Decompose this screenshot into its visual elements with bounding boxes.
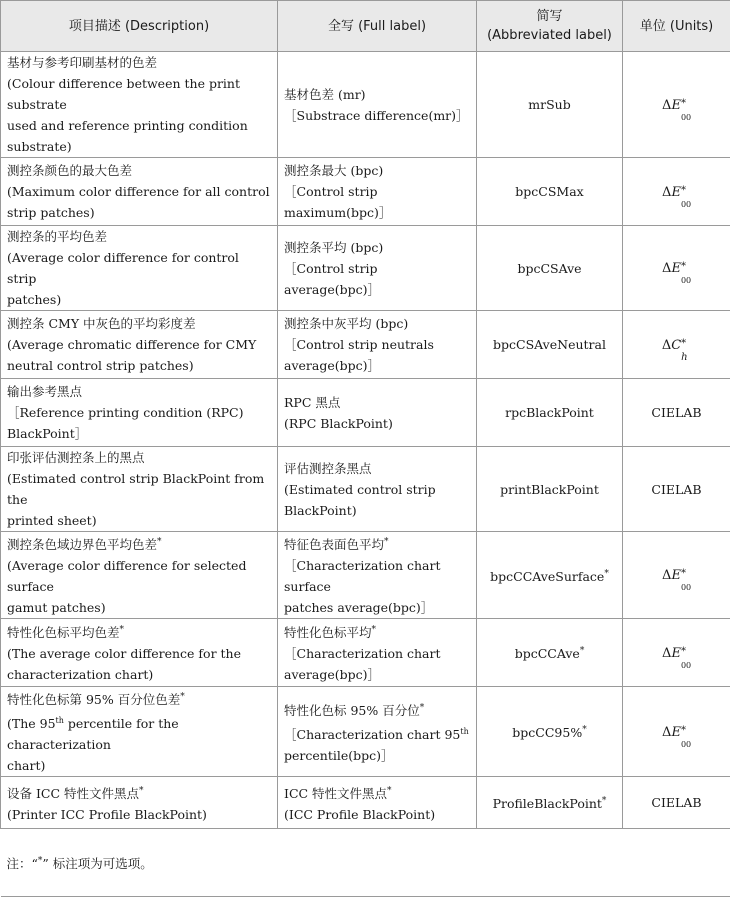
abbr-label: bpcCC95% [512, 725, 582, 740]
unit-symbol [662, 261, 691, 276]
abbr-label-cell [477, 311, 623, 379]
description-cell [1, 687, 278, 777]
description-cn: 特性化色标第 95% 百分位色差 [7, 692, 180, 707]
table-row [1, 52, 730, 158]
full-label-cell [278, 158, 477, 226]
unit-main: E [671, 185, 681, 200]
unit-sup: * [681, 93, 686, 114]
full-label-cn: 特性化色标平均 [284, 625, 372, 640]
unit-cell [623, 687, 730, 777]
full-label-en: average(bpc)］ [284, 667, 380, 682]
description-en: (Colour difference between the print substrate [7, 76, 240, 112]
description-cn: 设备 ICC 特性文件黑点 [7, 786, 139, 801]
description-en: printed sheet) [7, 513, 97, 528]
description-cell [1, 777, 278, 829]
ordinal-suffix: th [56, 716, 64, 725]
unit-symbol [662, 646, 691, 661]
optional-asterisk: * [180, 692, 185, 702]
table-row [1, 532, 730, 619]
full-label-cn: 特性化色标 95% 百分位 [284, 703, 420, 718]
description-cell [1, 226, 278, 311]
description-cn: 测控条的平均色差 [7, 229, 107, 244]
full-label-en: average(bpc)］ [284, 358, 380, 373]
abbr-label: mrSub [528, 97, 570, 112]
description-en: substrate) [7, 139, 72, 154]
abbr-label: rpcBlackPoint [505, 405, 594, 420]
header-abbreviated-label [477, 1, 623, 52]
note-row [1, 829, 730, 897]
abbr-label-cell [477, 158, 623, 226]
full-label-en: ［Control strip neutrals [284, 337, 434, 352]
unit-prefix: Δ [662, 725, 671, 740]
optional-asterisk: * [580, 646, 585, 656]
full-label-cn: 测控条中灰平均 (bpc) [284, 316, 408, 331]
abbr-label: bpcCCAve [515, 646, 580, 661]
unit-sub: 00 [681, 270, 691, 291]
abbr-label: printBlackPoint [500, 482, 599, 497]
description-cn: 输出参考黑点 [7, 384, 82, 399]
abbr-label-cell [477, 379, 623, 447]
abbr-label: bpcCSMax [515, 184, 583, 199]
unit-sub: 00 [681, 577, 691, 598]
optional-asterisk: * [604, 569, 609, 579]
optional-asterisk: * [602, 796, 607, 806]
optional-asterisk: * [372, 625, 377, 635]
abbr-label: bpcCCAveSurface [490, 569, 604, 584]
description-cell [1, 379, 278, 447]
description-cn: 印张评估测控条上的黑点 [7, 450, 145, 465]
header-description: 项目描述 (Description) [1, 1, 278, 52]
full-label-en: percentile(bpc)］ [284, 748, 394, 763]
optional-asterisk: * [387, 786, 392, 796]
header-full-label: 全写 (Full label) [278, 1, 477, 52]
full-label-cell [278, 379, 477, 447]
description-en: (Printer ICC Profile BlackPoint) [7, 807, 207, 822]
unit-symbol [662, 185, 691, 200]
header-row [1, 1, 730, 52]
table-row [1, 687, 730, 777]
unit-cell [623, 619, 730, 687]
description-en: strip patches) [7, 205, 95, 220]
full-label-en: (RPC BlackPoint) [284, 416, 393, 431]
unit-sup: * [681, 563, 686, 584]
optional-asterisk: * [120, 625, 125, 635]
unit-cell [623, 226, 730, 311]
optional-asterisk: * [139, 786, 144, 796]
note-cell [1, 829, 730, 897]
full-label-cell [278, 777, 477, 829]
full-label-en: (Estimated control strip [284, 482, 436, 497]
table-row [1, 447, 730, 532]
unit-sup: * [681, 180, 686, 201]
unit-symbol [662, 98, 691, 113]
abbr-label-cell [477, 52, 623, 158]
description-en: (The 95 [7, 716, 56, 731]
unit-prefix: Δ [662, 646, 671, 661]
full-label-cn: 特征色表面色平均 [284, 537, 384, 552]
unit-main: C [671, 338, 681, 353]
unit-main: E [671, 98, 681, 113]
unit-symbol [662, 338, 691, 353]
full-label-cell [278, 311, 477, 379]
unit-cell [623, 311, 730, 379]
full-label-en: patches average(bpc)］ [284, 600, 433, 615]
description-cell [1, 447, 278, 532]
description-en: (Maximum color difference for all control [7, 184, 270, 199]
description-en: used and reference printing condition [7, 118, 248, 133]
description-en: percentile for the characterization [7, 716, 179, 752]
full-label-en: ［Characterization chart surface [284, 558, 441, 594]
table-row [1, 379, 730, 447]
abbr-label: ProfileBlackPoint [493, 796, 602, 811]
note-asterisk: * [38, 856, 43, 866]
full-label-en: ［Characterization chart 95 [284, 727, 460, 742]
description-en: BlackPoint］ [7, 426, 87, 441]
unit-symbol [662, 725, 691, 740]
unit-main: E [671, 725, 681, 740]
full-label-cn: 基材色差 (mr) [284, 87, 366, 102]
unit-sub: 00 [681, 655, 691, 676]
note-prefix: 注：“ [7, 856, 38, 871]
description-en: (Estimated control strip BlackPoint from the [7, 471, 264, 507]
description-en: characterization chart) [7, 667, 153, 682]
unit-main: E [671, 646, 681, 661]
full-label-cell [278, 447, 477, 532]
unit-text: CIELAB [651, 405, 701, 420]
header-abbr-line1: 简写 [536, 9, 562, 24]
table-row [1, 619, 730, 687]
description-en: (Average chromatic difference for CMY [7, 337, 256, 352]
abbr-label-cell [477, 447, 623, 532]
unit-cell [623, 532, 730, 619]
unit-text: CIELAB [651, 795, 701, 810]
full-label-cn: ICC 特性文件黑点 [284, 786, 387, 801]
unit-prefix: Δ [662, 338, 671, 353]
unit-sup: * [681, 333, 686, 354]
unit-sup: * [681, 720, 686, 741]
full-label-en: BlackPoint) [284, 503, 357, 518]
full-label-cell [278, 52, 477, 158]
full-label-cn: RPC 黑点 [284, 395, 340, 410]
header-abbr-line2: (Abbreviated label) [487, 28, 612, 43]
unit-sup: * [681, 641, 686, 662]
full-label-cell [278, 619, 477, 687]
unit-cell [623, 447, 730, 532]
table-row [1, 777, 730, 829]
abbr-label: bpcCSAveNeutral [493, 337, 606, 352]
unit-prefix: Δ [662, 98, 671, 113]
full-label-cn: 测控条最大 (bpc) [284, 163, 383, 178]
description-en: (Average color difference for selected surface [7, 558, 246, 594]
abbr-label: bpcCSAve [517, 261, 581, 276]
full-label-cell [278, 687, 477, 777]
unit-cell [623, 158, 730, 226]
unit-prefix: Δ [662, 568, 671, 583]
description-en: (Average color difference for control strip [7, 250, 239, 286]
abbr-label-cell [477, 532, 623, 619]
abbr-label-cell [477, 226, 623, 311]
description-cell [1, 52, 278, 158]
unit-cell [623, 379, 730, 447]
unit-text: CIELAB [651, 482, 701, 497]
full-label-cell [278, 532, 477, 619]
table-row [1, 226, 730, 311]
optional-asterisk: * [420, 703, 425, 713]
unit-prefix: Δ [662, 185, 671, 200]
optional-asterisk: * [384, 537, 389, 547]
description-cn: 特性化色标平均色差 [7, 625, 120, 640]
full-label-en: (ICC Profile BlackPoint) [284, 807, 435, 822]
table-row [1, 158, 730, 226]
description-cn: 测控条颜色的最大色差 [7, 163, 132, 178]
full-label-en: ［Control strip average(bpc)］ [284, 261, 380, 297]
full-label-cell [278, 226, 477, 311]
unit-sub: 00 [681, 194, 691, 215]
description-cn: 基材与参考印刷基材的色差 [7, 55, 157, 70]
description-cell [1, 311, 278, 379]
description-cn: 测控条 CMY 中灰色的平均彩度差 [7, 316, 196, 331]
note-suffix: ” 标注项为可选项。 [42, 856, 152, 871]
unit-main: E [671, 568, 681, 583]
unit-sub: h [681, 347, 687, 368]
description-en: chart) [7, 758, 45, 773]
unit-cell [623, 52, 730, 158]
description-en: ［Reference printing condition (RPC) [7, 405, 244, 420]
unit-symbol [662, 568, 691, 583]
abbr-label-cell [477, 619, 623, 687]
description-en: (The average color difference for the [7, 646, 241, 661]
unit-sub: 00 [681, 734, 691, 755]
optional-asterisk: * [157, 537, 162, 547]
description-cell [1, 158, 278, 226]
table-row [1, 311, 730, 379]
unit-sup: * [681, 256, 686, 277]
unit-main: E [671, 261, 681, 276]
abbr-label-cell [477, 777, 623, 829]
abbr-label-cell [477, 687, 623, 777]
unit-prefix: Δ [662, 261, 671, 276]
description-cn: 测控条色域边界色平均色差 [7, 537, 157, 552]
description-en: gamut patches) [7, 600, 106, 615]
full-label-en: ［Control strip maximum(bpc)］ [284, 184, 391, 220]
full-label-en: ［Characterization chart [284, 646, 441, 661]
description-cell [1, 532, 278, 619]
full-label-en: ［Substrace difference(mr)］ [284, 108, 469, 123]
description-cell [1, 619, 278, 687]
full-label-cn: 测控条平均 (bpc) [284, 240, 383, 255]
unit-cell [623, 777, 730, 829]
full-label-cn: 评估测控条黑点 [284, 461, 372, 476]
ordinal-suffix: th [460, 727, 468, 736]
unit-sub: 00 [681, 107, 691, 128]
optional-asterisk: * [582, 725, 587, 735]
header-units: 单位 (Units) [623, 1, 730, 52]
description-en: patches) [7, 292, 61, 307]
description-en: neutral control strip patches) [7, 358, 194, 373]
